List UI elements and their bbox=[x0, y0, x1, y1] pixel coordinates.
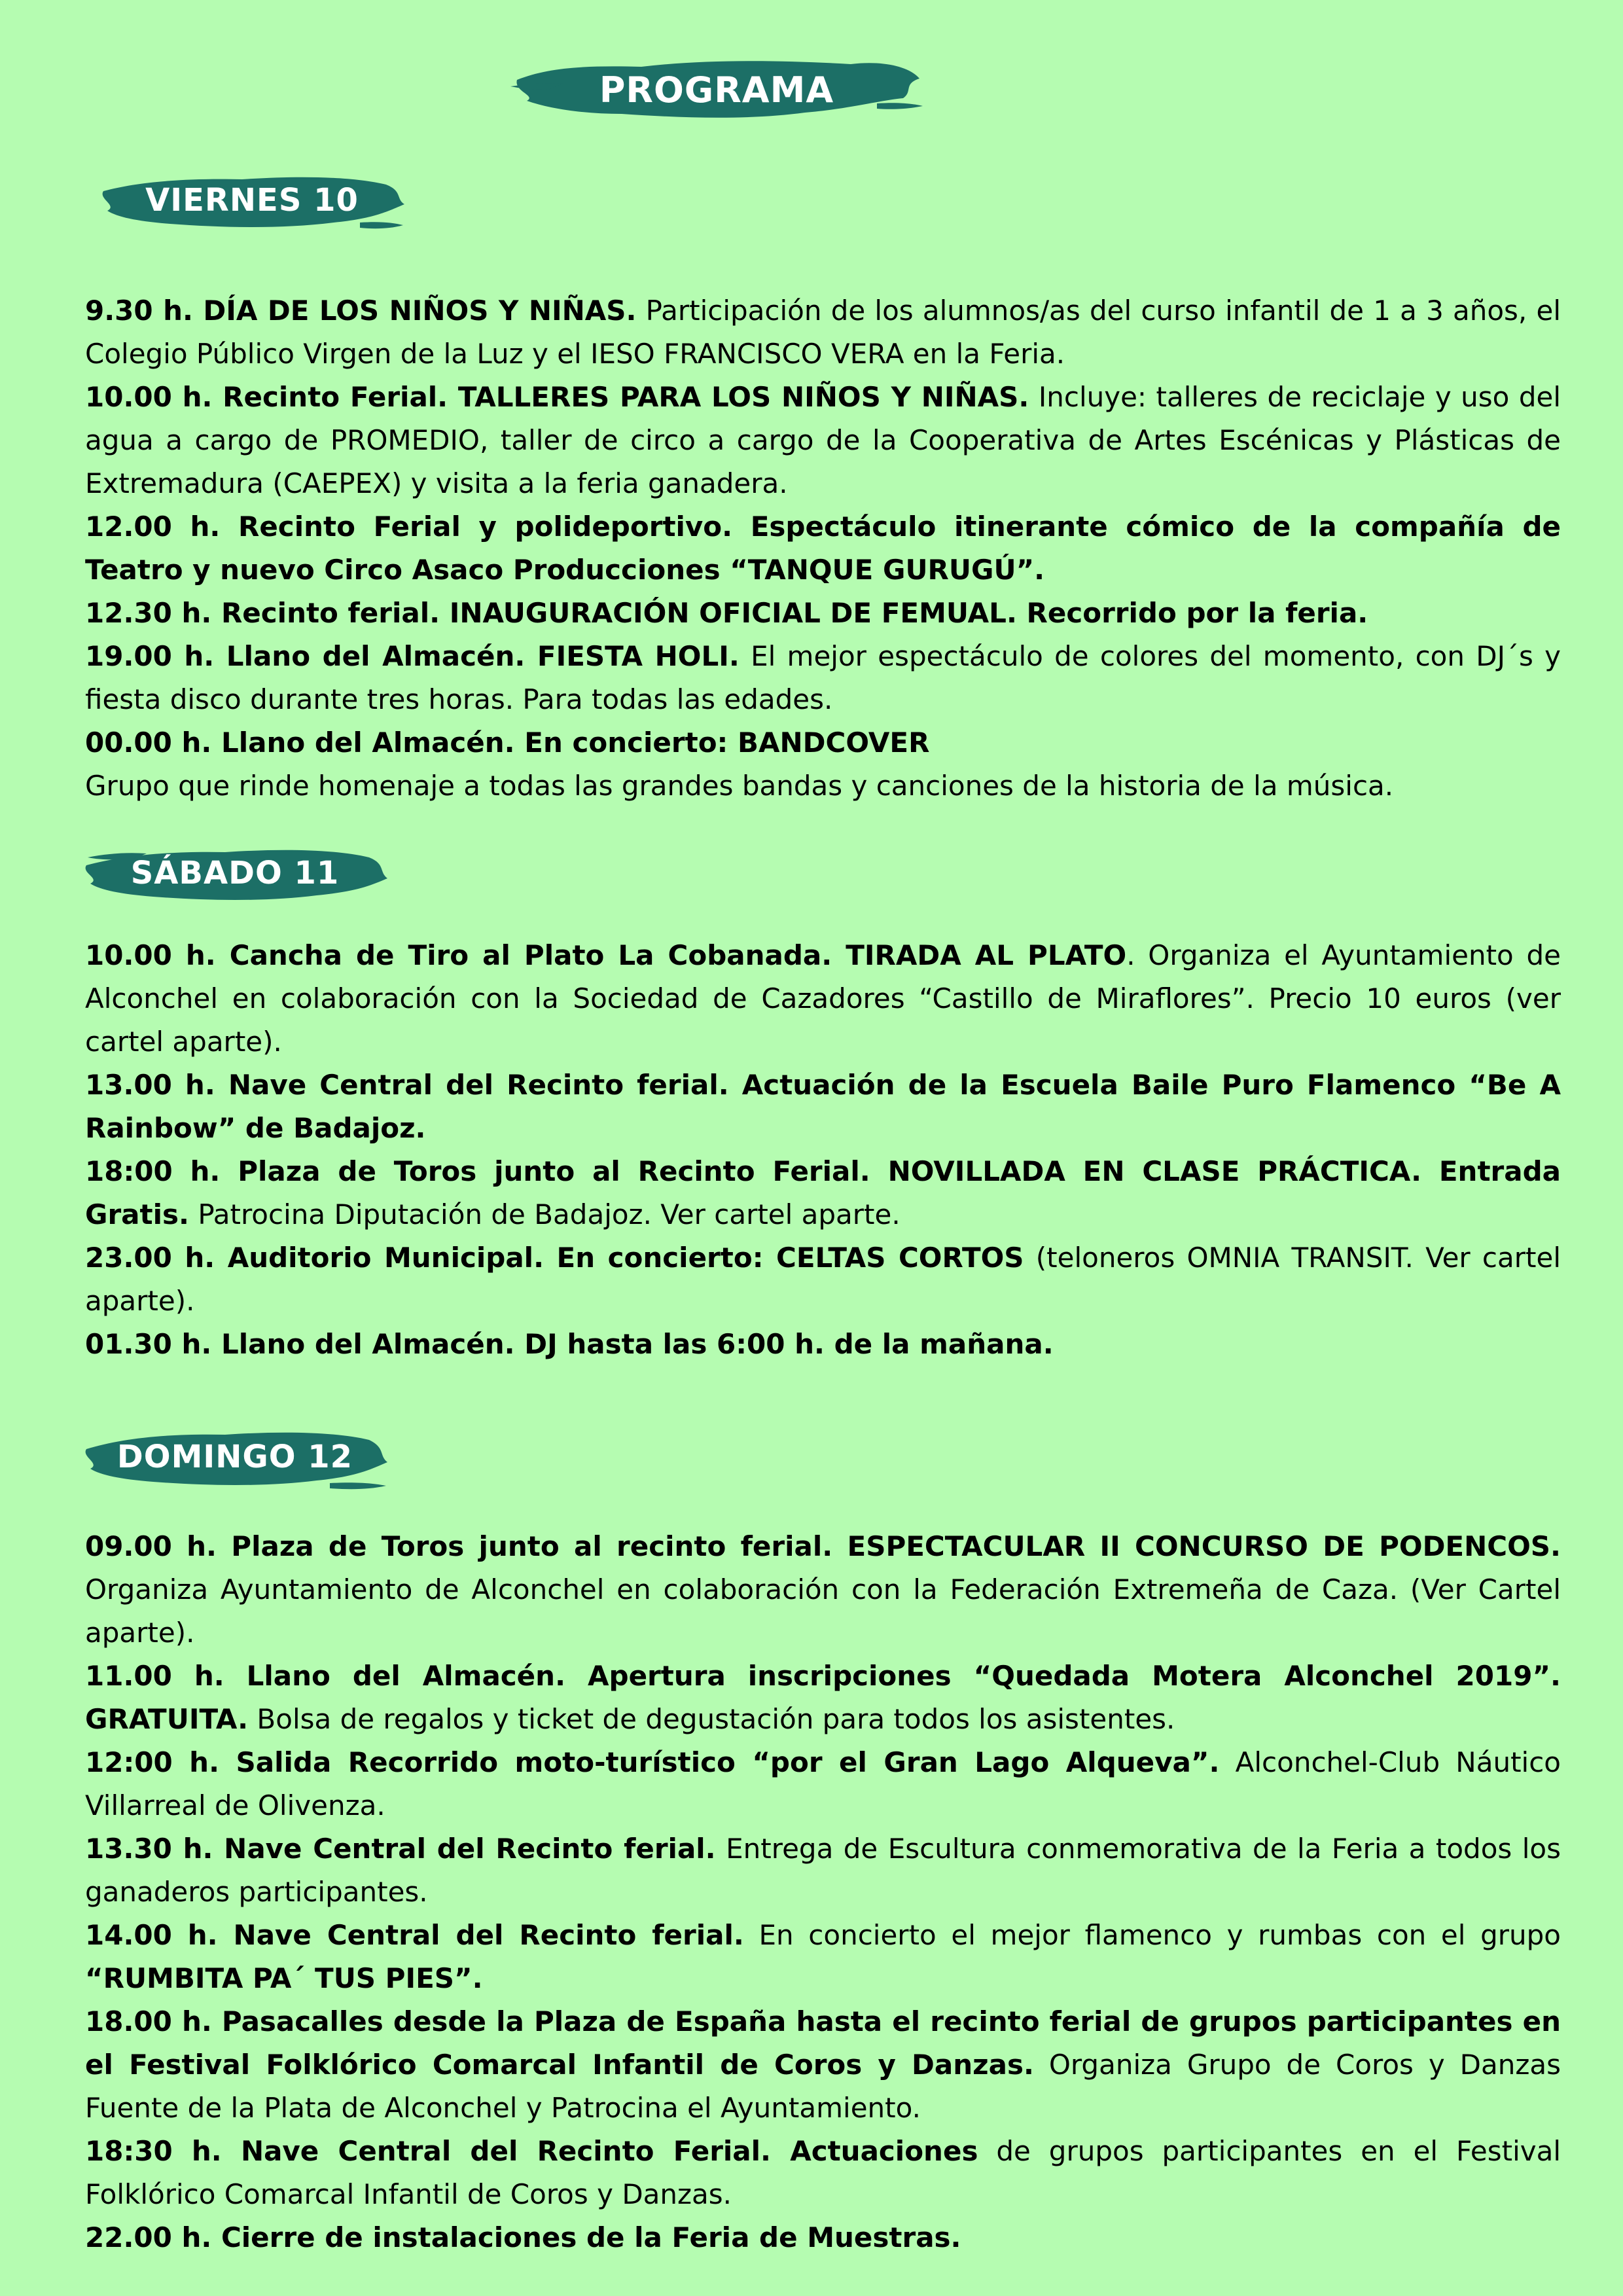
day-banner-domingo bbox=[81, 1415, 389, 1499]
event-item: 19.00 h. Llano del Almacén. FIESTA HOLI. El mejor espectáculo de colores del momento, con DJ´s y fiesta disco durante tres horas. Para todas las edades. bbox=[85, 640, 1561, 715]
event-item: 18.00 h. Pasacalles desde la Plaza de España hasta el recinto ferial de grupos participantes en el Festival Folklórico Comarcal Infantil de Coros y Danzas. Organiza Grupo de Coros y Danzas Fuente de la Plata de Alconchel y Patrocina el Ayuntamiento. bbox=[85, 2005, 1561, 2124]
event-item: 12.00 h. Recinto Ferial y polideportivo. Espectáculo itinerante cómico de la compañía de Teatro y nuevo Circo Asaco Producciones “TANQUE GURUGÚ”. bbox=[85, 511, 1561, 586]
day-label: SÁBADO 11 bbox=[130, 855, 340, 891]
event-item: 09.00 h. Plaza de Toros junto al recinto ferial. ESPECTACULAR II CONCURSO DE PODENCOS. Organiza Ayuntamiento de Alconchel en colaboración con la Federación Extremeña de Caza. (Ver Cartel aparte). bbox=[85, 1530, 1561, 1649]
event-item: 11.00 h. Llano del Almacén. Apertura inscripciones “Quedada Motera Alconchel 2019”. GRATUITA. Bolsa de regalos y ticket de degustación para todos los asistentes. bbox=[85, 1660, 1561, 1735]
event-item: 12:00 h. Salida Recorrido moto-turístico “por el Gran Lago Alqueva”. Alconchel-Club Náutico Villarreal de Olivenza. bbox=[85, 1746, 1561, 1821]
day-banner-sabado bbox=[81, 831, 389, 915]
day-section-sabado bbox=[85, 934, 1561, 1366]
event-item: 10.00 h. Cancha de Tiro al Plato La Cobanada. TIRADA AL PLATO. Organiza el Ayuntamiento de Alconchel en colaboración con la Sociedad de Cazadores “Castillo de Miraflores”. Precio 10 euros (ver cartel aparte). bbox=[85, 939, 1561, 1058]
event-item: 9.30 h. DÍA DE LOS NIÑOS Y NIÑAS. Participación de los alumnos/as del curso infantil de 1 a 3 años, el Colegio Público Virgen de la Luz y el IESO FRANCISCO VERA en la Feria. bbox=[85, 295, 1561, 370]
event-item: 18:00 h. Plaza de Toros junto al Recinto Ferial. NOVILLADA EN CLASE PRÁCTICA. Entrada Gratis. Patrocina Diputación de Badajoz. Ver cartel aparte. bbox=[85, 1155, 1561, 1230]
day-label: VIERNES 10 bbox=[145, 182, 359, 219]
event-item: 13.00 h. Nave Central del Recinto ferial. Actuación de la Escuela Baile Puro Flamenco “Be A Rainbow” de Badajoz. bbox=[85, 1069, 1561, 1144]
page-title: PROGRAMA bbox=[599, 69, 834, 111]
event-item: 22.00 h. Cierre de instalaciones de la Feria de Muestras. bbox=[85, 2221, 961, 2253]
event-item: 10.00 h. Recinto Ferial. TALLERES PARA LOS NIÑOS Y NIÑAS. Incluye: talleres de reciclaje y uso del agua a cargo de PROMEDIO, taller de circo a cargo de la Cooperativa de Artes Escénicas y Plásticas de Extremadura (CAEPEX) y visita a la feria ganadera. bbox=[85, 381, 1561, 499]
event-item: 23.00 h. Auditorio Municipal. En concierto: CELTAS CORTOS (teloneros OMNIA TRANSIT. Ver cartel aparte). bbox=[85, 1242, 1561, 1317]
day-banner-viernes bbox=[98, 158, 406, 242]
day-section-domingo bbox=[85, 1525, 1561, 2259]
event-item: 01.30 h. Llano del Almacén. DJ hasta las 6:00 h. de la mañana. bbox=[85, 1328, 1054, 1360]
event-item: 00.00 h. Llano del Almacén. En concierto: BANDCOVER bbox=[85, 726, 930, 759]
programa-banner bbox=[510, 41, 923, 139]
day-section-viernes bbox=[85, 289, 1561, 808]
event-item: 18:30 h. Nave Central del Recinto Ferial. Actuaciones de grupos participantes en el Festival Folklórico Comarcal Infantil de Coros y Danzas. bbox=[85, 2135, 1561, 2210]
event-item: 14.00 h. Nave Central del Recinto ferial. En concierto el mejor flamenco y rumbas con el grupo “RUMBITA PA´ TUS PIES”. bbox=[85, 1919, 1561, 1994]
event-item: 12.30 h. Recinto ferial. INAUGURACIÓN OFICIAL DE FEMUAL. Recorrido por la feria. bbox=[85, 597, 1368, 629]
event-item: Grupo que rinde homenaje a todas las grandes bandas y canciones de la historia de la música. bbox=[85, 770, 1394, 802]
event-item: 13.30 h. Nave Central del Recinto ferial. Entrega de Escultura conmemorativa de la Feria a todos los ganaderos participantes. bbox=[85, 1833, 1561, 1908]
day-label: DOMINGO 12 bbox=[116, 1439, 353, 1475]
